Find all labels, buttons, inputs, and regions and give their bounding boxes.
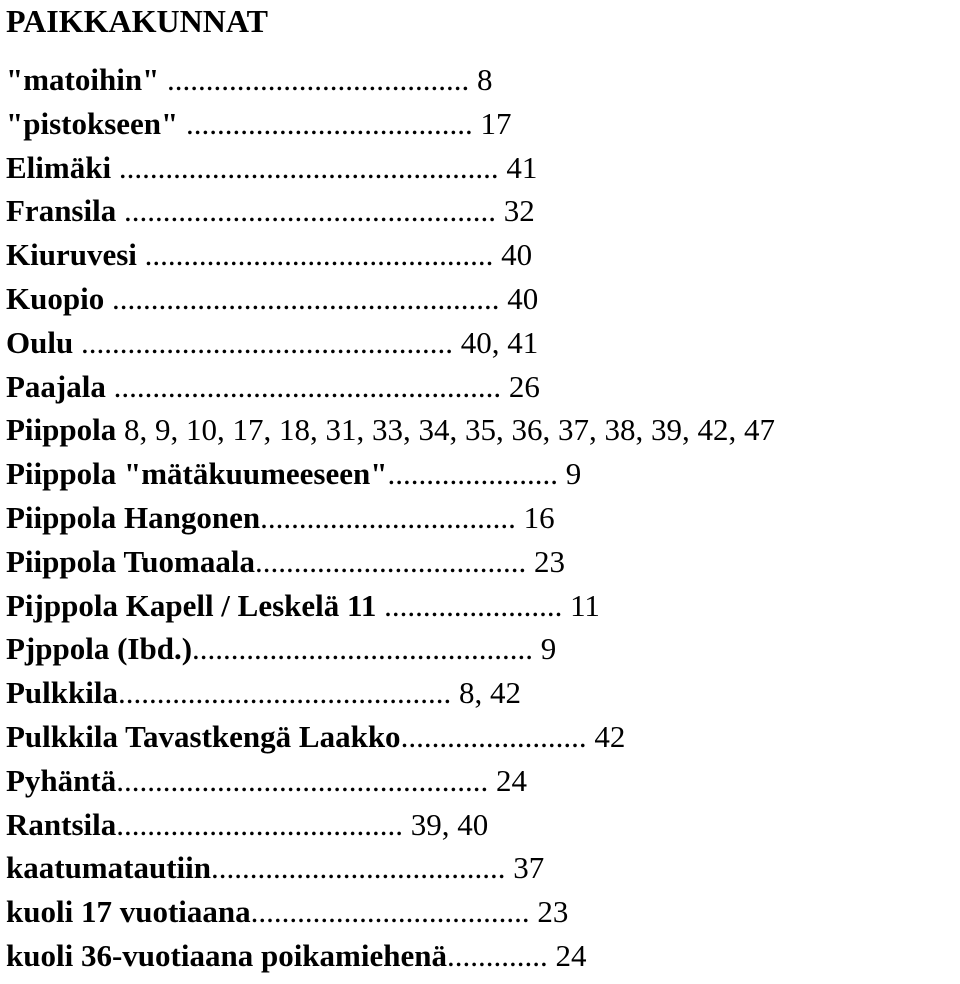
entry-page-numbers: 11 xyxy=(570,587,600,623)
index-entry xyxy=(6,189,956,233)
entry-dot-leader: ................................. xyxy=(260,499,524,535)
entry-page-numbers: 24 xyxy=(496,762,527,798)
entry-place-name: Pjppola (Ibd.) xyxy=(6,631,193,667)
index-entry xyxy=(6,146,956,190)
entry-page-numbers: 40 xyxy=(501,237,533,273)
entry-place-name: Kuopio xyxy=(6,280,105,316)
index-entry xyxy=(6,584,956,628)
index-entry xyxy=(6,671,956,715)
entry-page-numbers: 9 xyxy=(565,456,582,492)
entry-page-numbers: 8 xyxy=(477,62,493,97)
index-entry xyxy=(6,102,956,146)
entry-place-name: Kiuruvesi xyxy=(6,237,137,273)
entry-page-numbers: 42 xyxy=(594,718,626,754)
index-entry xyxy=(6,408,956,452)
entry-page-numbers: 37 xyxy=(513,850,545,886)
index-entry xyxy=(6,759,956,803)
index-entry xyxy=(6,627,956,671)
entry-page-numbers: 23 xyxy=(537,894,569,930)
entry-dot-leader: ....................... xyxy=(376,587,571,623)
entry-page-numbers: 24 xyxy=(555,937,587,973)
entry-dot-leader: ............. xyxy=(446,937,556,973)
entry-place-name: Piippola Hangonen xyxy=(6,499,261,535)
entry-dot-leader: ........................ xyxy=(400,718,595,754)
entry-dot-leader: ................................................ xyxy=(116,762,496,798)
entry-place-name: kaatumatautiin xyxy=(6,850,211,886)
index-entry xyxy=(6,452,956,496)
entry-page-numbers: 23 xyxy=(533,543,565,579)
entry-dot-leader: ...................................... xyxy=(210,850,514,886)
entry-place-name: Pyhäntä xyxy=(6,762,117,798)
entry-page-numbers: 41 xyxy=(506,149,538,185)
entry-page-numbers: 40, 41 xyxy=(460,324,539,360)
entry-place-name: Rantsila xyxy=(6,806,117,842)
entry-place-name: Pulkkila Tavastkengä Laakko xyxy=(6,718,401,754)
entry-place-name: Piippola xyxy=(6,412,117,448)
entry-place-name: "matoihin" xyxy=(6,62,160,97)
entry-page-numbers: 8, 9, 10, 17, 18, 31, 33, 34, 35, 36, 37, 38, 39, 42, 47 xyxy=(124,412,776,448)
entry-place-name: Oulu xyxy=(6,324,74,360)
entry-page-numbers: 8, 42 xyxy=(459,675,521,711)
index-entry xyxy=(6,365,956,409)
index-entry xyxy=(6,846,956,890)
entry-place-name: kuoli 17 vuotiaana xyxy=(6,894,251,930)
entry-dot-leader: ..................................... xyxy=(116,806,411,842)
entry-page-numbers: 9 xyxy=(540,631,557,667)
entry-place-name: Piippola "mätäkuumeeseen" xyxy=(6,456,388,492)
entry-place-name: Elimäki xyxy=(6,149,112,185)
entry-dot-leader: ................................... xyxy=(254,543,534,579)
index-entry xyxy=(6,715,956,759)
entry-dot-leader: ............................................ xyxy=(192,631,541,667)
entry-place-name: Paajala xyxy=(6,368,106,404)
index-heading: PAIKKAKUNNAT xyxy=(6,3,268,39)
index-entry-list xyxy=(6,58,956,978)
index-entry xyxy=(6,277,956,321)
entry-page-numbers: 40 xyxy=(507,280,539,316)
entry-page-numbers: 39, 40 xyxy=(410,806,489,842)
index-entry xyxy=(6,890,956,934)
index-entry xyxy=(6,321,956,365)
entry-page-numbers: 16 xyxy=(523,499,555,535)
index-entry xyxy=(6,58,956,102)
entry-dot-leader: ................................................ xyxy=(73,324,461,360)
entry-page-numbers: 32 xyxy=(503,193,535,229)
entry-place-name: Pijppola Kapell / Leskelä 11 xyxy=(6,587,377,623)
entry-dot-leader: ................................................. xyxy=(111,149,507,185)
entry-dot-leader: .................................................. xyxy=(105,368,509,404)
entry-dot-leader: ........................................... xyxy=(118,675,459,711)
index-entry xyxy=(6,540,956,584)
entry-dot-leader: ...................... xyxy=(387,456,566,492)
entry-dot-leader xyxy=(116,412,124,447)
entry-place-name: "pistokseen" xyxy=(6,105,179,141)
entry-place-name: Pulkkila xyxy=(6,675,118,711)
entry-dot-leader: .................................................. xyxy=(104,280,508,316)
entry-dot-leader: .................................... xyxy=(250,894,538,930)
entry-place-name: Fransila xyxy=(6,193,117,229)
entry-place-name: kuoli 36-vuotiaana poikamiehenä xyxy=(6,937,447,973)
entry-dot-leader: ............................................. xyxy=(136,237,502,273)
index-entry xyxy=(6,803,956,847)
index-entry xyxy=(6,934,956,978)
entry-dot-leader: ..................................... xyxy=(178,105,481,141)
index-entry xyxy=(6,496,956,540)
entry-place-name: Piippola Tuomaala xyxy=(6,543,255,579)
entry-dot-leader: ....................................... xyxy=(159,62,478,97)
entry-dot-leader: ................................................ xyxy=(116,193,504,229)
index-entry xyxy=(6,233,956,277)
entry-page-numbers: 17 xyxy=(480,105,512,141)
entry-page-numbers: 26 xyxy=(508,368,540,404)
